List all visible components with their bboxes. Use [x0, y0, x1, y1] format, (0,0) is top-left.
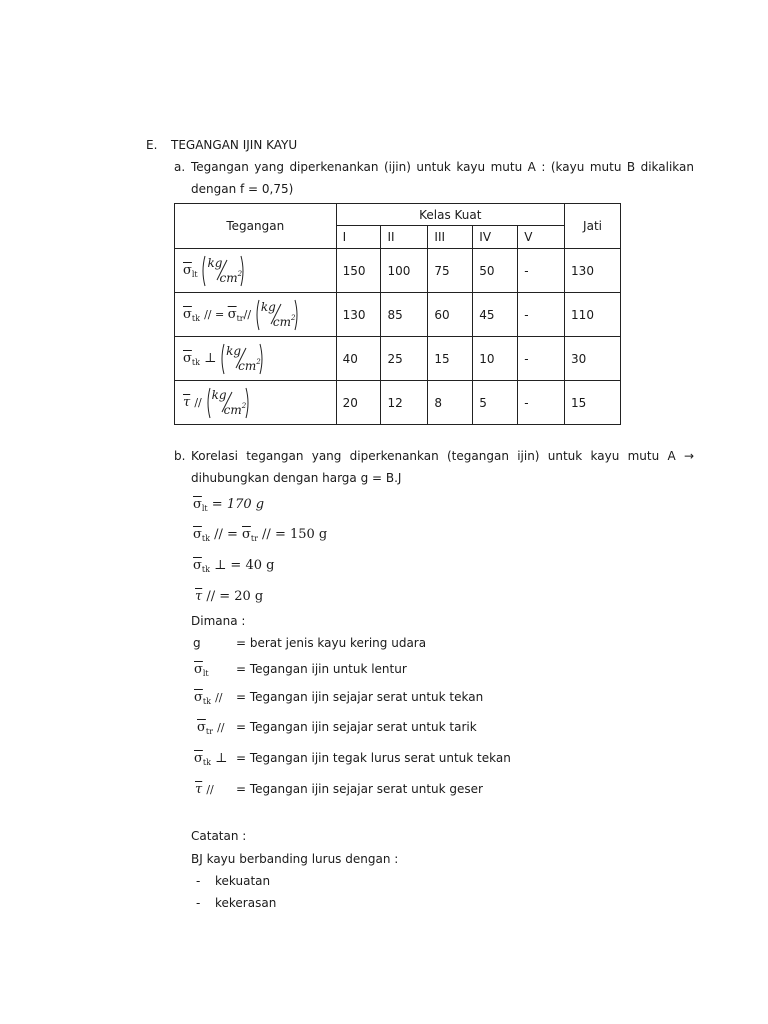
- unit-fraction: kg $cm^2$: [220, 346, 264, 372]
- formula-tk-perp: $\overline{\sigma}_{tk}$ ⊥ = 40 g: [193, 558, 275, 574]
- part-b-line1: Korelasi tegangan yang diperkenankan (tegangan ijin) untuk kayu mutu A →: [191, 449, 694, 463]
- list-item: kekerasan: [215, 896, 277, 910]
- unit-fraction: kg $cm^2$: [206, 390, 250, 416]
- formula-lt: $\overline{\sigma}_{lt} = 170$ g: [193, 497, 265, 513]
- class-iii: III: [428, 226, 473, 249]
- class-iv: IV: [473, 226, 518, 249]
- class-i: I: [336, 226, 381, 249]
- table-row: $\overline{\sigma}_{tk}$ ⊥ kg $cm^2$ 40 25 15 10 - 30: [175, 337, 621, 381]
- table-row: $\overline{\sigma}_{lt}$ kg $cm^2$ 150 100 75 50 - 130: [175, 249, 621, 293]
- def-symbol-tk: $\overline{\sigma}_{tk}$ //: [194, 690, 223, 706]
- row-symbol-tau: $\overline{\tau}$ // kg $cm^2$: [175, 381, 337, 425]
- header-kelas-kuat: Kelas Kuat: [336, 204, 564, 226]
- unit-fraction: kg $cm^2$: [255, 302, 299, 328]
- catatan-title: Catatan :: [191, 829, 247, 843]
- bullet-dash: -: [196, 874, 201, 888]
- bullet-dash: -: [196, 896, 201, 910]
- section-letter: E.: [146, 138, 158, 152]
- part-b-label: b.: [174, 449, 186, 463]
- class-ii: II: [381, 226, 428, 249]
- row-symbol-tk-tr: $\overline{\sigma}_{tk}$ // = $\overline{\sigma}_{tr}//$ kg $cm^2$: [175, 293, 337, 337]
- def-symbol-lt: $\overline{\sigma}_{lt}$: [194, 662, 209, 678]
- kelas-kuat-table: [174, 203, 621, 425]
- part-b-line2: dihubungkan dengan harga g = B.J: [191, 471, 402, 485]
- dimana-title: Dimana :: [191, 614, 246, 628]
- list-item: kekuatan: [215, 874, 271, 888]
- part-a-line1: Tegangan yang diperkenankan (ijin) untuk kayu mutu A : (kayu mutu B dikalikan: [191, 160, 694, 174]
- part-a-line2: dengan f = 0,75): [191, 182, 294, 196]
- row-symbol-tk-perp: $\overline{\sigma}_{tk}$ ⊥ kg $cm^2$: [175, 337, 337, 381]
- table-row: $\overline{\tau}$ // kg $cm^2$ 20 12 8 5 - 15: [175, 381, 621, 425]
- formula-tau: $\overline{\tau}$ // = 20 g: [195, 589, 264, 604]
- class-v: V: [518, 226, 565, 249]
- header-tegangan: Tegangan: [175, 204, 337, 249]
- formula-tk-tr: $\overline{\sigma}_{tk}$ // = $\overline{\sigma}_{tr}$ // = 150 g: [193, 527, 328, 543]
- def-symbol-tau: $\overline{\tau}$ //: [195, 782, 214, 797]
- def-text-tk: = Tegangan ijin sejajar serat untuk tekan: [236, 690, 484, 704]
- section-title: TEGANGAN IJIN KAYU: [171, 138, 298, 152]
- row-symbol-lt: $\overline{\sigma}_{lt}$ kg $cm^2$: [175, 249, 337, 293]
- table-row: $\overline{\sigma}_{tk}$ // = $\overline{\sigma}_{tr}//$ kg $cm^2$ 130 85 60 45 - 110: [175, 293, 621, 337]
- part-a-label: a.: [174, 160, 186, 174]
- header-jati: Jati: [565, 204, 621, 249]
- g-definition: = berat jenis kayu kering udara: [236, 636, 427, 650]
- def-symbol-tk-perp: $\overline{\sigma}_{tk}$ ⊥: [194, 751, 228, 767]
- def-symbol-tr: $\overline{\sigma}_{tr}$ //: [197, 720, 225, 736]
- def-text-tk-perp: = Tegangan ijin tegak lurus serat untuk tekan: [236, 751, 511, 765]
- def-text-lt: = Tegangan ijin untuk lentur: [236, 662, 407, 676]
- def-text-tr: = Tegangan ijin sejajar serat untuk tarik: [236, 720, 477, 734]
- def-text-tau: = Tegangan ijin sejajar serat untuk geser: [236, 782, 483, 796]
- g-label: g: [193, 636, 201, 650]
- catatan-line: BJ kayu berbanding lurus dengan :: [191, 852, 399, 866]
- unit-fraction: kg $cm^2$: [201, 258, 245, 284]
